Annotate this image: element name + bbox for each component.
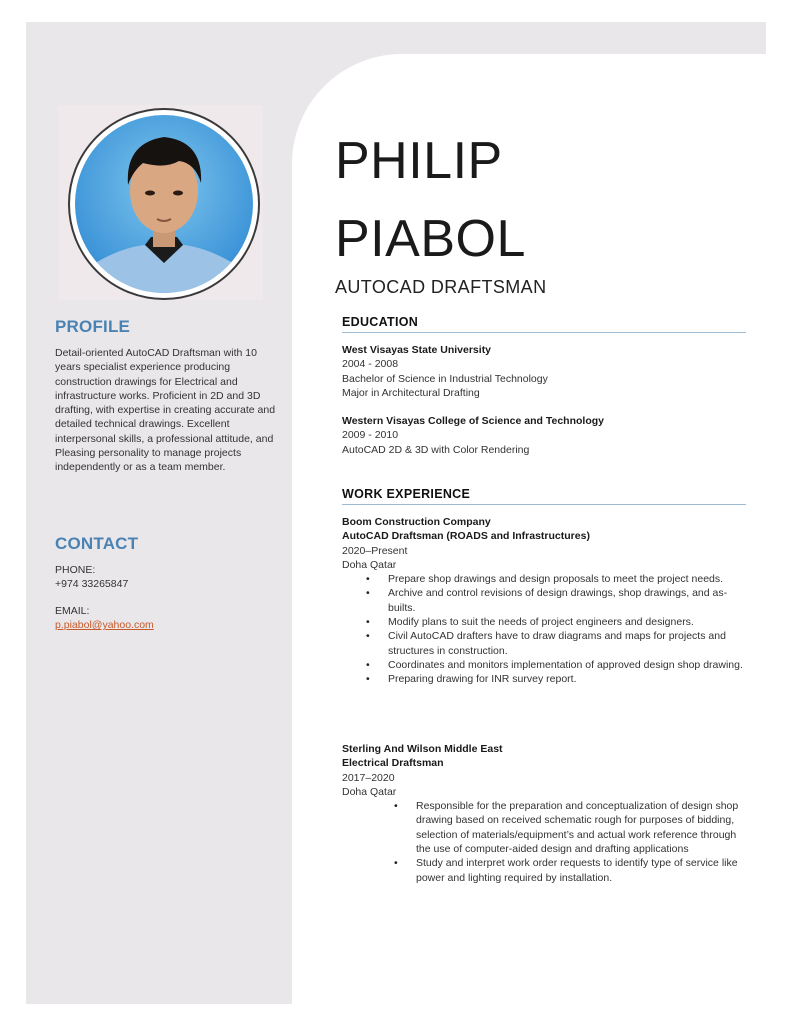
job-role: Electrical Draftsman (342, 757, 444, 770)
phone-label: PHONE: (55, 564, 96, 576)
job-dates: 2020–Present (342, 544, 408, 557)
profile-text: Detail-oriented AutoCAD Draftsman with 10 years specialist experience producing construction drawings for Electrical and infrastructure works. Proficient in 2D and 3D drafting, with expertise in creating accurate and detailed technical drawings. Excellent interpersonal skills, a professional attitude, and Pleasing personality to manage projects independently or as a team member. (55, 347, 276, 474)
list-item: • Archive and control revisions of design drawings, shop drawings, and as-builts. (342, 586, 746, 615)
email-label: EMAIL: (55, 605, 90, 617)
school-name: West Visayas State University (342, 344, 492, 356)
education-detail: Bachelor of Science in Industrial Technology (342, 372, 548, 385)
job-duties-list (342, 799, 746, 885)
education-heading: EDUCATION (342, 315, 746, 333)
job-duties-list (342, 572, 746, 686)
education-years: 2009 - 2010 (342, 429, 399, 442)
job-location: Doha Qatar (342, 785, 397, 798)
profile-photo (68, 108, 260, 300)
work-experience-heading: WORK EXPERIENCE (342, 487, 746, 505)
email-link[interactable]: p.piabol@yahoo.com (55, 619, 154, 632)
company-name: Sterling And Wilson Middle East (342, 743, 503, 755)
job-entry (342, 742, 746, 885)
job-entry (342, 515, 746, 687)
school-name: Western Visayas College of Science and Technology (342, 415, 605, 427)
list-item: • Coordinates and monitors implementation of approved design shop drawing. (342, 658, 746, 672)
job-location: Doha Qatar (342, 558, 397, 571)
list-item: • Preparing drawing for INR survey report. (342, 672, 746, 686)
education-detail: AutoCAD 2D & 3D with Color Rendering (342, 443, 530, 456)
job-title: AUTOCAD DRAFTSMAN (335, 277, 547, 297)
contact-heading: CONTACT (55, 534, 139, 553)
list-item: • Civil AutoCAD drafters have to draw diagrams and maps for projects and structures in construction. (342, 629, 746, 658)
list-item: • Modify plans to suit the needs of project engineers and designers. (342, 615, 746, 629)
list-item: • Prepare shop drawings and design proposals to meet the project needs. (342, 572, 746, 586)
education-detail: Major in Architectural Drafting (342, 386, 480, 399)
list-item: • Study and interpret work order requests to identify type of service like power and lighting required by installation. (342, 856, 746, 885)
first-name: PHILIP (335, 132, 503, 190)
phone-block (55, 563, 277, 592)
job-role: AutoCAD Draftsman (ROADS and Infrastructures) (342, 530, 590, 543)
avatar-portrait (73, 113, 255, 295)
last-name: PIABOL (335, 210, 526, 268)
list-item: • Responsible for the preparation and conceptualization of design shop drawing based on received schematic rough for purposes of bidding, selection of materials/equipment’s and actual work reference through the use of computer-aided design and drafting applications (342, 799, 746, 856)
phone-number: +974 33265847 (55, 578, 129, 591)
education-entry (342, 414, 746, 457)
email-block (55, 604, 277, 633)
company-name: Boom Construction Company (342, 516, 491, 528)
education-entry (342, 343, 746, 400)
education-years: 2004 - 2008 (342, 358, 399, 371)
profile-heading: PROFILE (55, 317, 131, 336)
job-dates: 2017–2020 (342, 771, 395, 784)
